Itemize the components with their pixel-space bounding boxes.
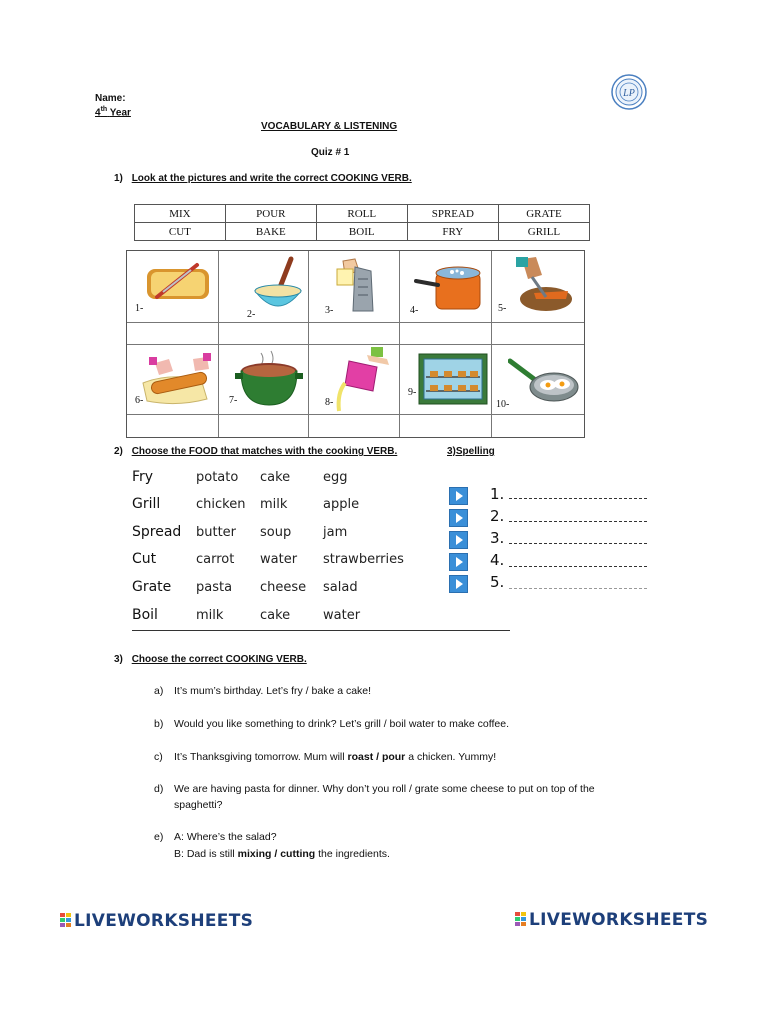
year-word: Year: [109, 107, 131, 119]
spelling-number: 3.: [490, 529, 505, 547]
picture-cell-4: [400, 251, 492, 323]
verbs-table: [134, 204, 590, 241]
food-option[interactable]: salad: [323, 580, 358, 595]
verb-label: Grate: [132, 579, 172, 595]
section-divider: [132, 630, 510, 631]
sentence-letter: d): [154, 783, 164, 795]
spelling-number: 2.: [490, 507, 505, 525]
verb-cell: MIX: [135, 205, 226, 223]
play-audio-button[interactable]: [449, 553, 468, 571]
answer-blank[interactable]: [219, 415, 309, 437]
section3-text: Choose the correct COOKING VERB.: [131, 654, 307, 665]
quiz-label: Quiz # 1: [311, 147, 350, 158]
sentence-text[interactable]: spaghetti?: [174, 799, 223, 811]
sentence-text[interactable]: It’s mum’s birthday. Let’s fry / bake a cake!: [174, 685, 372, 697]
verbs-row: [135, 205, 590, 223]
cutting-carrot-icon: [506, 255, 576, 315]
verb-cell: FRY: [407, 223, 498, 241]
food-option[interactable]: soup: [260, 525, 292, 540]
sentence-choice[interactable]: roast / pour: [347, 751, 406, 763]
play-audio-button[interactable]: [449, 575, 468, 593]
verb-label: Fry: [132, 469, 154, 485]
picture-number: 9-: [408, 387, 417, 398]
spelling-number: 4.: [490, 551, 505, 569]
food-option[interactable]: chicken: [196, 497, 246, 512]
sentence-part: the ingredients.: [315, 848, 390, 860]
verb-label: Spread: [132, 524, 182, 540]
grater-icon: [331, 257, 379, 313]
spelling-text: 3)Spelling: [447, 446, 495, 457]
verb-cell: SPREAD: [407, 205, 498, 223]
liveworksheets-logo-right: [515, 910, 708, 930]
play-icon: [450, 510, 467, 526]
verb-label: Boil: [132, 607, 158, 623]
sentence-text[interactable]: We are having pasta for dinner. Why don’t you roll / grate some cheese to put on top of the: [174, 783, 595, 795]
mixing-bowl-icon: [251, 255, 305, 317]
picture-cell-10: [492, 345, 584, 415]
spelling-label: [447, 446, 495, 457]
food-option[interactable]: cake: [260, 470, 291, 485]
answer-blank[interactable]: [400, 323, 492, 345]
verb-cell: BAKE: [225, 223, 316, 241]
sentence-text[interactable]: Would you like something to drink? Let’s grill / boil water to make coffee.: [174, 718, 510, 730]
answer-blank[interactable]: [309, 415, 400, 437]
food-option[interactable]: pasta: [196, 580, 233, 595]
logo-blocks-icon: [60, 912, 72, 926]
play-audio-button[interactable]: [449, 487, 468, 505]
play-icon: [450, 554, 467, 570]
section3-instruction: [114, 654, 307, 665]
picture-number: 4-: [410, 305, 419, 316]
food-option[interactable]: cheese: [260, 580, 307, 595]
rolling-pin-icon: [137, 353, 215, 409]
food-option[interactable]: milk: [196, 608, 224, 623]
picture-cell-7: [219, 345, 309, 415]
picture-number: 10-: [496, 399, 510, 410]
name-label: Name:: [95, 93, 126, 104]
verbs-row: [135, 223, 590, 241]
sentence-part: a chicken. Yummy!: [405, 751, 497, 763]
picture-number: 8-: [325, 397, 334, 408]
logo-blocks-icon: [515, 911, 527, 925]
food-option[interactable]: potato: [196, 470, 239, 485]
sentence-text[interactable]: [174, 846, 390, 862]
food-option[interactable]: butter: [196, 525, 237, 540]
spelling-answer-field[interactable]: [509, 588, 647, 589]
picture-cell-3: [309, 251, 400, 323]
section3-number: 3): [114, 654, 123, 665]
logo-text: LIVEWORKSHEETS: [529, 910, 709, 930]
picture-cell-6: [127, 345, 219, 415]
grill-pot-icon: [235, 349, 303, 409]
answer-blank[interactable]: [400, 415, 492, 437]
food-option[interactable]: jam: [323, 525, 348, 540]
picture-number: 2-: [247, 309, 256, 320]
sentence-letter: a): [154, 685, 164, 697]
school-seal-icon: [611, 74, 647, 110]
page-title: VOCABULARY & LISTENING: [261, 121, 398, 132]
verb-label: Cut: [132, 551, 157, 567]
food-option[interactable]: carrot: [196, 552, 235, 567]
section2-instruction: [114, 446, 397, 457]
play-icon: [450, 576, 467, 592]
play-audio-button[interactable]: [449, 531, 468, 549]
verb-cell: CUT: [135, 223, 226, 241]
frying-pan-icon: [508, 357, 580, 407]
sentence-letter: b): [154, 718, 164, 730]
play-audio-button[interactable]: [449, 509, 468, 527]
picture-number: 5-: [498, 303, 507, 314]
spelling-answer-field[interactable]: [509, 498, 647, 499]
sentence-letter: c): [154, 751, 163, 763]
year-suffix: th: [100, 106, 108, 113]
picture-number: 7-: [229, 395, 238, 406]
logo-text: LIVEWORKSHEETS: [74, 911, 254, 931]
answer-blank[interactable]: [219, 323, 309, 345]
spelling-answer-field[interactable]: [509, 543, 647, 544]
picture-cell-9: [400, 345, 492, 415]
bread-spread-icon: [143, 259, 213, 307]
year-label: [95, 106, 131, 118]
spelling-number: 1.: [490, 485, 505, 503]
spelling-number: 5.: [490, 573, 505, 591]
seal-text: LP: [623, 88, 635, 99]
year-number: 4: [95, 107, 101, 119]
food-option[interactable]: water: [260, 552, 298, 567]
picture-cell-5: [492, 251, 584, 323]
answer-blank[interactable]: [309, 323, 400, 345]
sentence-text[interactable]: [174, 749, 496, 765]
oven-icon: [418, 353, 488, 405]
pouring-jug-icon: [327, 347, 393, 413]
verb-cell: BOIL: [316, 223, 407, 241]
picture-number: 6-: [135, 395, 144, 406]
food-option[interactable]: milk: [260, 497, 288, 512]
play-icon: [450, 488, 467, 504]
sentence-part: It’s Thanksgiving tomorrow. Mum will: [174, 751, 348, 763]
food-option[interactable]: cake: [260, 608, 291, 623]
verb-cell: ROLL: [316, 205, 407, 223]
boiling-pot-icon: [414, 261, 486, 313]
food-option[interactable]: egg: [323, 470, 348, 485]
verb-label: Grill: [132, 496, 161, 512]
answer-blank[interactable]: [127, 415, 219, 437]
section2-text: Choose the FOOD that matches with the cooking VERB.: [131, 446, 398, 457]
sentence-part: B: Dad is still: [174, 848, 238, 860]
spelling-answer-field[interactable]: [509, 566, 647, 567]
food-option[interactable]: water: [323, 608, 361, 623]
section1-instruction: [114, 173, 412, 184]
answer-blank[interactable]: [492, 323, 584, 345]
section1-number: 1): [114, 173, 123, 184]
sentence-text: A: Where’s the salad?: [174, 831, 277, 843]
picture-number: 3-: [325, 305, 334, 316]
picture-number: 1-: [135, 303, 144, 314]
answer-blank[interactable]: [127, 323, 219, 345]
spelling-answer-field[interactable]: [509, 521, 647, 522]
sentence-choice[interactable]: mixing / cutting: [237, 848, 316, 860]
section1-text: Look at the pictures and write the correct COOKING VERB.: [131, 173, 412, 184]
food-option[interactable]: apple: [323, 497, 360, 512]
answer-blank[interactable]: [492, 415, 584, 437]
picture-cell-8: [309, 345, 400, 415]
picture-cell-2: [219, 251, 309, 323]
liveworksheets-logo-left: [60, 911, 253, 931]
verb-cell: GRILL: [498, 223, 589, 241]
food-option[interactable]: strawberries: [323, 552, 404, 567]
picture-cell-1: [127, 251, 219, 323]
verb-cell: GRATE: [498, 205, 589, 223]
sentence-letter: e): [154, 831, 164, 843]
section2-number: 2): [114, 446, 123, 457]
verb-cell: POUR: [225, 205, 316, 223]
play-icon: [450, 532, 467, 548]
picture-grid: [126, 250, 585, 438]
